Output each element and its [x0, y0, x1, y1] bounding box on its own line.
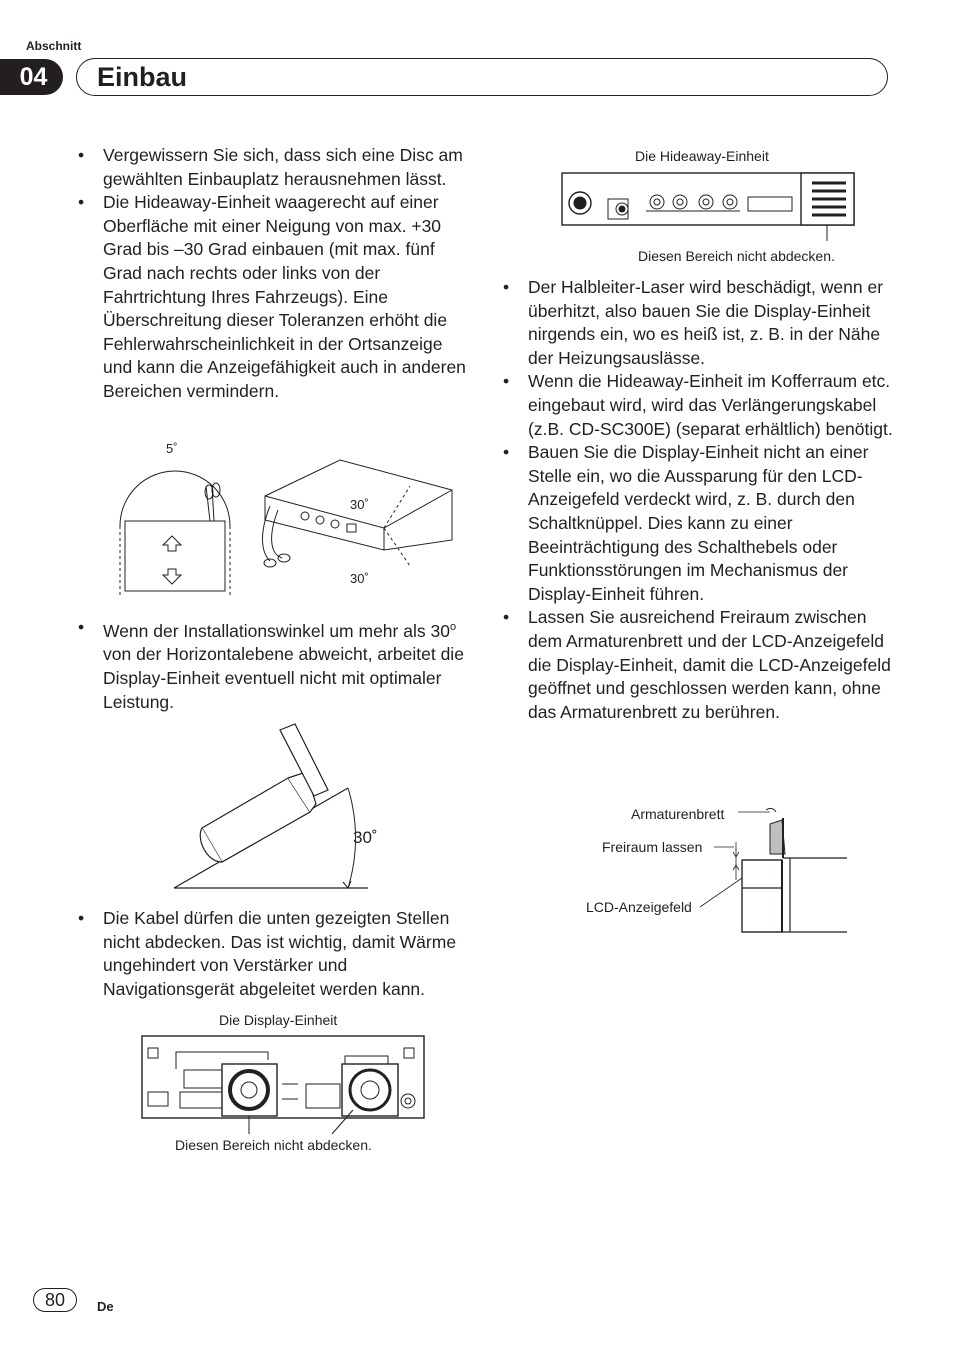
- lcd-panel-label: LCD-Anzeigefeld: [586, 899, 692, 915]
- list-item: • Die Kabel dürfen die unten gezeigten Stellen nicht abdecken. Das ist wichtig, damit Wärme ungehindert von Verstärker und Navigationsgerät abgeleitet werden kann.: [78, 907, 470, 1001]
- list-item: • Wenn die Hideaway-Einheit im Kofferraum etc. eingebaut wird, wird das Verlängerungskabel (z.B. CD-SC300E) (separat erhältlich) benötigt.: [503, 370, 895, 441]
- angle-5-label: 5˚: [166, 441, 178, 456]
- clearance-label: Freiraum lassen: [602, 839, 703, 855]
- list-item: • Der Halbleiter-Laser wird beschädigt, wenn er überhitzt, also bauen Sie die Display-Einheit nirgends ein, wo es heiß ist, z. B. in der Nähe der Heizungsauslässe.: [503, 276, 895, 370]
- dashboard-label: Armaturenbrett: [631, 806, 725, 822]
- list-item: • Die Hideaway-Einheit waagerecht auf einer Oberfläche mit einer Neigung von max. +30 Grad bis –30 Grad einbauen (mit max. fünf Grad nach rechts oder links von der Fahrtrichtung Ihres Fahrzeugs). Eine Überschreitung dieser Toleranzen erhöht die Fehlerwahrscheinlichkeit in der Ortsanzeige und kann die Anzeigefähigkeit auch in anderen Bereichen vermindern.: [78, 191, 470, 403]
- bullet-list-cables: [78, 907, 470, 1001]
- degree-superscript: o: [449, 621, 457, 633]
- chapter-number: 04: [0, 59, 63, 95]
- angle-30-bottom-label: 30˚: [350, 571, 369, 586]
- display-unit-caption: Die Display-Einheit: [219, 1012, 338, 1028]
- bullet-list-top-left: [78, 144, 470, 404]
- display-unit-rear-illustration: [140, 1034, 428, 1134]
- inclined-unit-illustration: [170, 720, 380, 895]
- list-item: [78, 616, 470, 714]
- language-code: De: [97, 1299, 114, 1314]
- page-number: 80: [33, 1288, 77, 1312]
- chapter-title: Einbau: [76, 58, 888, 96]
- list-item: • Bauen Sie die Display-Einheit nicht an einer Stelle ein, wo die Aussparung für den LCD-Anzeigefeld verdeckt wird, z. B. durch den Schaltknüppel. Dies kann zu einer Beeinträchtigung des Schalthebels oder Funktionsstörungen im Mechanismus der Display-Einheit führen.: [503, 441, 895, 606]
- angle-text-before: Wenn der Installationswinkel um mehr als 30: [103, 620, 450, 641]
- tilt-tolerance-illustration: [110, 436, 470, 606]
- hideaway-unit-rear-illustration: [560, 171, 860, 241]
- display-unit-note: Diesen Bereich nicht abdecken.: [175, 1137, 372, 1153]
- hideaway-unit-note: Diesen Bereich nicht abdecken.: [638, 248, 835, 264]
- section-label: Abschnitt: [26, 39, 82, 53]
- bullet-list-angle: [78, 616, 470, 714]
- bullet-list-right: [503, 276, 895, 724]
- angle-30-top-label: 30˚: [350, 497, 369, 512]
- angle-30-label: 30˚: [353, 828, 378, 847]
- list-item: • Vergewissern Sie sich, dass sich eine Disc am gewählten Einbauplatz herausnehmen lässt.: [78, 144, 470, 191]
- hideaway-unit-caption: Die Hideaway-Einheit: [635, 148, 769, 164]
- list-item: • Lassen Sie ausreichend Freiraum zwischen dem Armaturenbrett und der LCD-Anzeigefeld die Display-Einheit, damit die LCD-Anzeigefeld geöffnet und geschlossen werden kann, ohne das Armaturenbrett zu berühren.: [503, 606, 895, 724]
- angle-text-after: von der Horizontalebene abweicht, arbeitet die Display-Einheit eventuell nicht mit optimaler Leistung.: [103, 644, 464, 712]
